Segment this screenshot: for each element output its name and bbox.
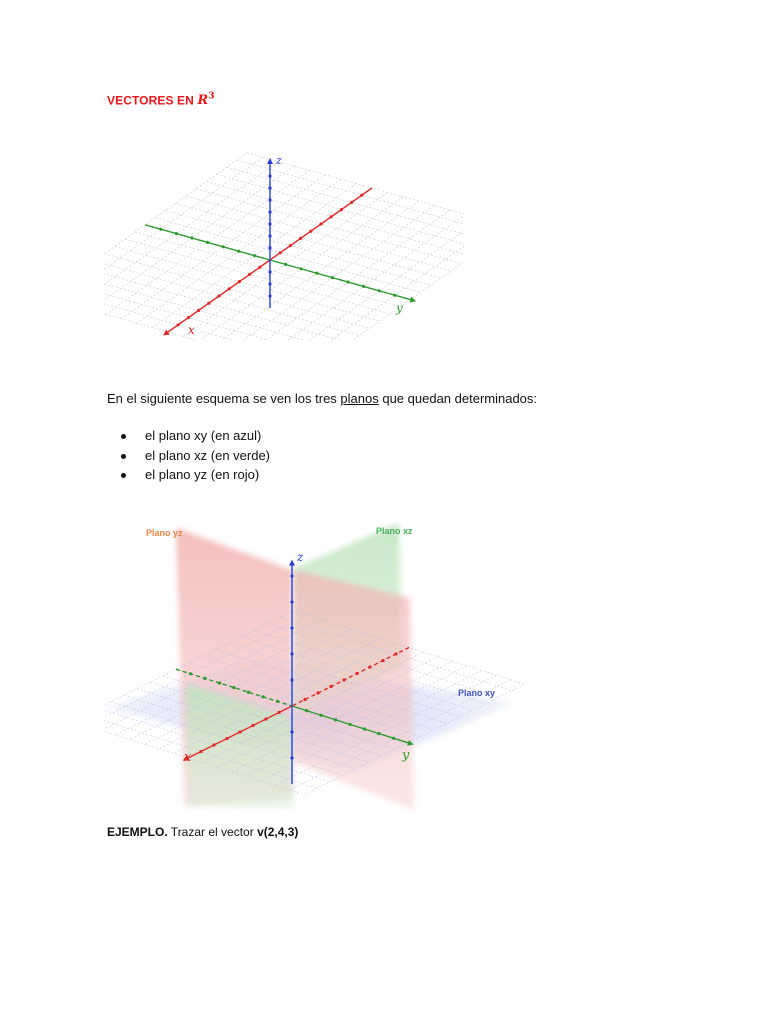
tick-z [290, 600, 293, 603]
tick-y [203, 677, 206, 680]
grid-line [227, 167, 464, 242]
tick-x [279, 251, 282, 254]
axis-y-positive [270, 260, 410, 300]
tick-y [247, 691, 250, 694]
tick-z [290, 574, 293, 577]
tick-y [378, 289, 381, 292]
tick-y [237, 250, 240, 253]
tick-y [300, 267, 303, 270]
tick-x [251, 724, 254, 727]
title-math [197, 93, 214, 108]
example-vector: v(2,4,3) [257, 825, 299, 839]
title-math-base: R [197, 93, 209, 109]
tick-z [268, 210, 271, 213]
tick-y [362, 285, 365, 288]
axis-label-x: x [184, 750, 192, 765]
list-item: el plano xy (en azul) [107, 426, 270, 446]
tick-x [258, 266, 261, 269]
grid-line [104, 290, 319, 340]
grid-line [125, 239, 390, 314]
tick-x [264, 717, 267, 720]
tick-x [238, 280, 241, 283]
axis-label-z: z [297, 550, 304, 564]
tick-z [268, 198, 271, 201]
tick-y [315, 272, 318, 275]
tick-x [330, 215, 333, 218]
tick-x [277, 711, 280, 714]
tick-y [218, 681, 221, 684]
tick-z [268, 222, 271, 225]
tick-y [334, 718, 337, 721]
list-item: el plano yz (en rojo) [107, 465, 270, 485]
grid-line [186, 196, 451, 271]
tick-y [346, 280, 349, 283]
intro-underlined-word: planos [340, 391, 379, 406]
tick-z [268, 270, 271, 273]
tick-y [377, 732, 380, 735]
grid-line [206, 182, 464, 257]
tick-y [276, 700, 279, 703]
tick-x [225, 737, 228, 740]
axis-label-y: y [396, 301, 403, 315]
tick-z [268, 186, 271, 189]
tick-y [222, 245, 225, 248]
grid-line [104, 282, 329, 340]
axes-figure [104, 148, 464, 340]
list-item: el plano xz (en verde) [107, 446, 270, 466]
tick-x [355, 672, 358, 675]
tick-z [268, 234, 271, 237]
tick-x [329, 685, 332, 688]
tick-x [289, 244, 292, 247]
tick-y [392, 737, 395, 740]
tick-z [290, 756, 293, 759]
tick-x [212, 743, 215, 746]
plane-yz-front [294, 570, 414, 810]
tick-x [187, 316, 190, 319]
grid-line [166, 210, 431, 285]
tick-y [159, 228, 162, 231]
grid-line [230, 206, 434, 340]
tick-y [305, 709, 308, 712]
tick-y [189, 672, 192, 675]
page-title [107, 92, 215, 108]
tick-y [393, 294, 396, 297]
tick-x [394, 652, 397, 655]
title-text: VECTORES EN [107, 93, 198, 108]
tick-y [253, 254, 256, 257]
plane-label-xz: Plano xz [376, 526, 413, 536]
tick-x [381, 659, 384, 662]
tick-z [290, 730, 293, 733]
tick-z [268, 282, 271, 285]
tick-y [348, 723, 351, 726]
example-line [107, 825, 298, 839]
tick-z [290, 652, 293, 655]
tick-y [331, 276, 334, 279]
axis-z-arrow [289, 560, 295, 566]
tick-z [290, 626, 293, 629]
tick-x [217, 294, 220, 297]
grid-line [217, 174, 464, 249]
title-math-exponent: 3 [208, 92, 215, 102]
tick-x [303, 698, 306, 701]
grid-line [104, 297, 308, 340]
grid-line [104, 157, 263, 301]
tick-x [199, 750, 202, 753]
tick-y [175, 232, 178, 235]
planes-list [107, 426, 270, 485]
tick-x [368, 665, 371, 668]
grid-line [115, 246, 380, 321]
grid-line [104, 254, 369, 329]
grid-line [104, 153, 247, 297]
intro-text-after: que quedan determinados: [378, 391, 538, 406]
tick-z [290, 678, 293, 681]
tick-y [206, 241, 209, 244]
tick-x [177, 323, 180, 326]
tick-x [342, 678, 345, 681]
tick-y [261, 695, 264, 698]
planes-figure [104, 518, 524, 813]
grid-line [308, 228, 464, 340]
axis-x-arrow [163, 330, 170, 336]
tick-x [197, 309, 200, 312]
tick-x [228, 287, 231, 290]
tick-x [238, 730, 241, 733]
tick-y [232, 686, 235, 689]
plane-label-xy: Plano xy [458, 688, 496, 698]
example-text: Trazar el vector [167, 825, 258, 839]
tick-y [363, 727, 366, 730]
grid [104, 153, 464, 340]
tick-x [340, 208, 343, 211]
axis-label-y: y [402, 748, 410, 763]
grid-line [104, 166, 294, 310]
tick-z [268, 246, 271, 249]
tick-x [319, 222, 322, 225]
tick-z [268, 174, 271, 177]
tick-y [319, 714, 322, 717]
tick-x [248, 273, 251, 276]
tick-x [360, 194, 363, 197]
tick-x [299, 237, 302, 240]
axis-label-z: z [276, 154, 282, 167]
tick-x [207, 302, 210, 305]
grid-line [277, 219, 464, 340]
plane-label-yz: Plano yz [146, 528, 183, 538]
tick-x [309, 230, 312, 233]
tick-x [350, 201, 353, 204]
grid-line [155, 218, 420, 293]
grid-line [176, 203, 441, 278]
tick-y [284, 263, 287, 266]
grid-line [196, 189, 461, 264]
intro-text-before: En el siguiente esquema se ven los tres [107, 391, 341, 406]
grid-line [246, 210, 450, 340]
tick-z [268, 294, 271, 297]
tick-y [190, 236, 193, 239]
axis-label-x: x [188, 323, 195, 337]
grid-line [104, 162, 278, 306]
intro-paragraph [107, 391, 537, 406]
grid-line [135, 232, 400, 307]
example-label: EJEMPLO. [107, 825, 168, 839]
tick-x [316, 691, 319, 694]
